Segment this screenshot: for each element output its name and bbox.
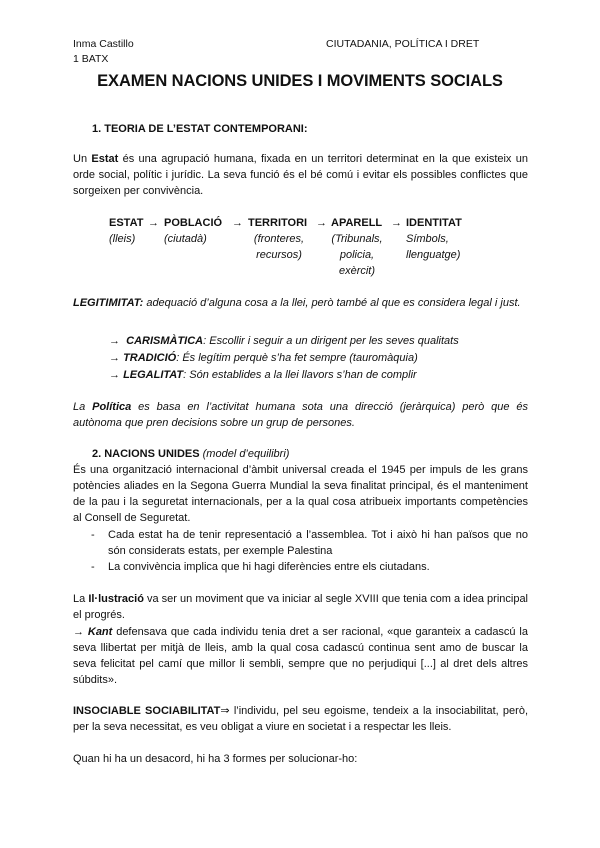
legitimitat-definition: LEGITIMITAT: adequació d’alguna cosa a la llei, però també al que es considera legal i just.	[73, 297, 521, 309]
closing-sentence: Quan hi ha un desacord, hi ha 3 formes per solucionar-ho:	[73, 753, 358, 765]
nacions-unides-description: És una organització internacional d’àmbit universal creada el 1945 per impuls de les grans potències aliades en la Segona Guerra Mundial la seva finalitat principal, és el manteniment de la pau i la seguretat internacionals, per a la qual cosa atribueix importants competències al Consell de Seguretat.	[73, 464, 528, 524]
diagram-item: TERRITORI (fronteres, recursos)	[248, 217, 308, 261]
diagram-item: ESTAT (lleis)	[109, 217, 144, 245]
insociable-sociabilitat-paragraph: INSOCIABLE SOCIABILITAT⇒ l’individu, pel seu egoisme, tendeix a la insociabilitat, però, per la seva necessitat, es veu obligat a viure en societat i a respectar les lleis.	[73, 705, 529, 733]
illustracio-term: Il·lustració	[88, 593, 144, 605]
subject-label: CIUTADANIA, POLÍTICA I DRET	[326, 38, 480, 50]
politica-term: Política	[92, 401, 132, 413]
page-title: EXAMEN NACIONS UNIDES I MOVIMENTS SOCIALS	[97, 72, 503, 90]
diagram-item: POBLACIÓ (ciutadà)	[164, 217, 223, 245]
politica-definition: La Política es basa en l’activitat humana sota una direcció (jeràrquica) però que és autònoma que pren decisions sobre un grup de persones.	[73, 401, 528, 429]
insociable-sociabilitat-term: INSOCIABLE SOCIABILITAT	[73, 705, 221, 717]
kant-paragraph: → Kant defensava que cada individu tenia dret a ser racional, «que garanteix a cadascú la seva llibertat per mitjà de lleis, amb la qual cosa cadascú continua sent amo de buscar la seva felicitat pel camí que millor li sembli, sempre que no perjudiqui [...] al dret dels altres súbdits».	[73, 626, 528, 686]
legitimitat-term: LEGITIMITAT:	[73, 297, 144, 309]
diagram-arrow: →	[391, 217, 402, 229]
diagram-item: APARELL (Tribunals, policia, exèrcit)	[331, 217, 383, 277]
estat-definition: Un Estat és una agrupació humana, fixada en un territori determinat en la que existeix un orde social, polític i jurídic. La seva funció és el bé comú i evitar els possibles conflictes que sorgeixen per convivència.	[73, 153, 528, 197]
kant-term: Kant	[87, 626, 113, 638]
diagram-arrow: →	[148, 217, 159, 229]
illustracio-paragraph: La Il·lustració va ser un moviment que va iniciar al segle XVIII que tenia com a idea principal el progrés.	[73, 593, 529, 621]
diagram-arrow: →	[232, 217, 243, 229]
grade-label: 1 BATX	[73, 53, 109, 65]
bullet-item: La convivència implica que hi hagi diferències entre els ciutadans.	[108, 561, 430, 573]
legitimacy-type-item: → CARISMÀTICA: Escollir i seguir a un dirigent per les seves qualitats	[109, 335, 459, 347]
author-name: Inma Castillo	[73, 38, 134, 50]
legitimacy-type-item: → TRADICIÓ: És legítim perquè s’ha fet sempre (tauromàquia)	[109, 352, 418, 364]
diagram-item: IDENTITAT Símbols, llenguatge)	[406, 217, 462, 261]
section-1-heading: 1. TEORIA DE L’ESTAT CONTEMPORANI:	[92, 123, 308, 135]
bullet-marker: -	[91, 529, 95, 541]
bullet-item: Cada estat ha de tenir representació a l’assemblea. Tot i això hi han països que no són considerats estats, per exemple Palestina	[108, 529, 528, 557]
legitimacy-type-item: → LEGALITAT: Són establides a la llei llavors s’han de complir	[109, 369, 417, 381]
section-2-heading: 2. NACIONS UNIDES (model d’equilibri)	[92, 448, 290, 460]
estat-term: Estat	[91, 153, 119, 165]
bullet-marker: -	[91, 561, 95, 573]
diagram-arrow: →	[316, 217, 327, 229]
